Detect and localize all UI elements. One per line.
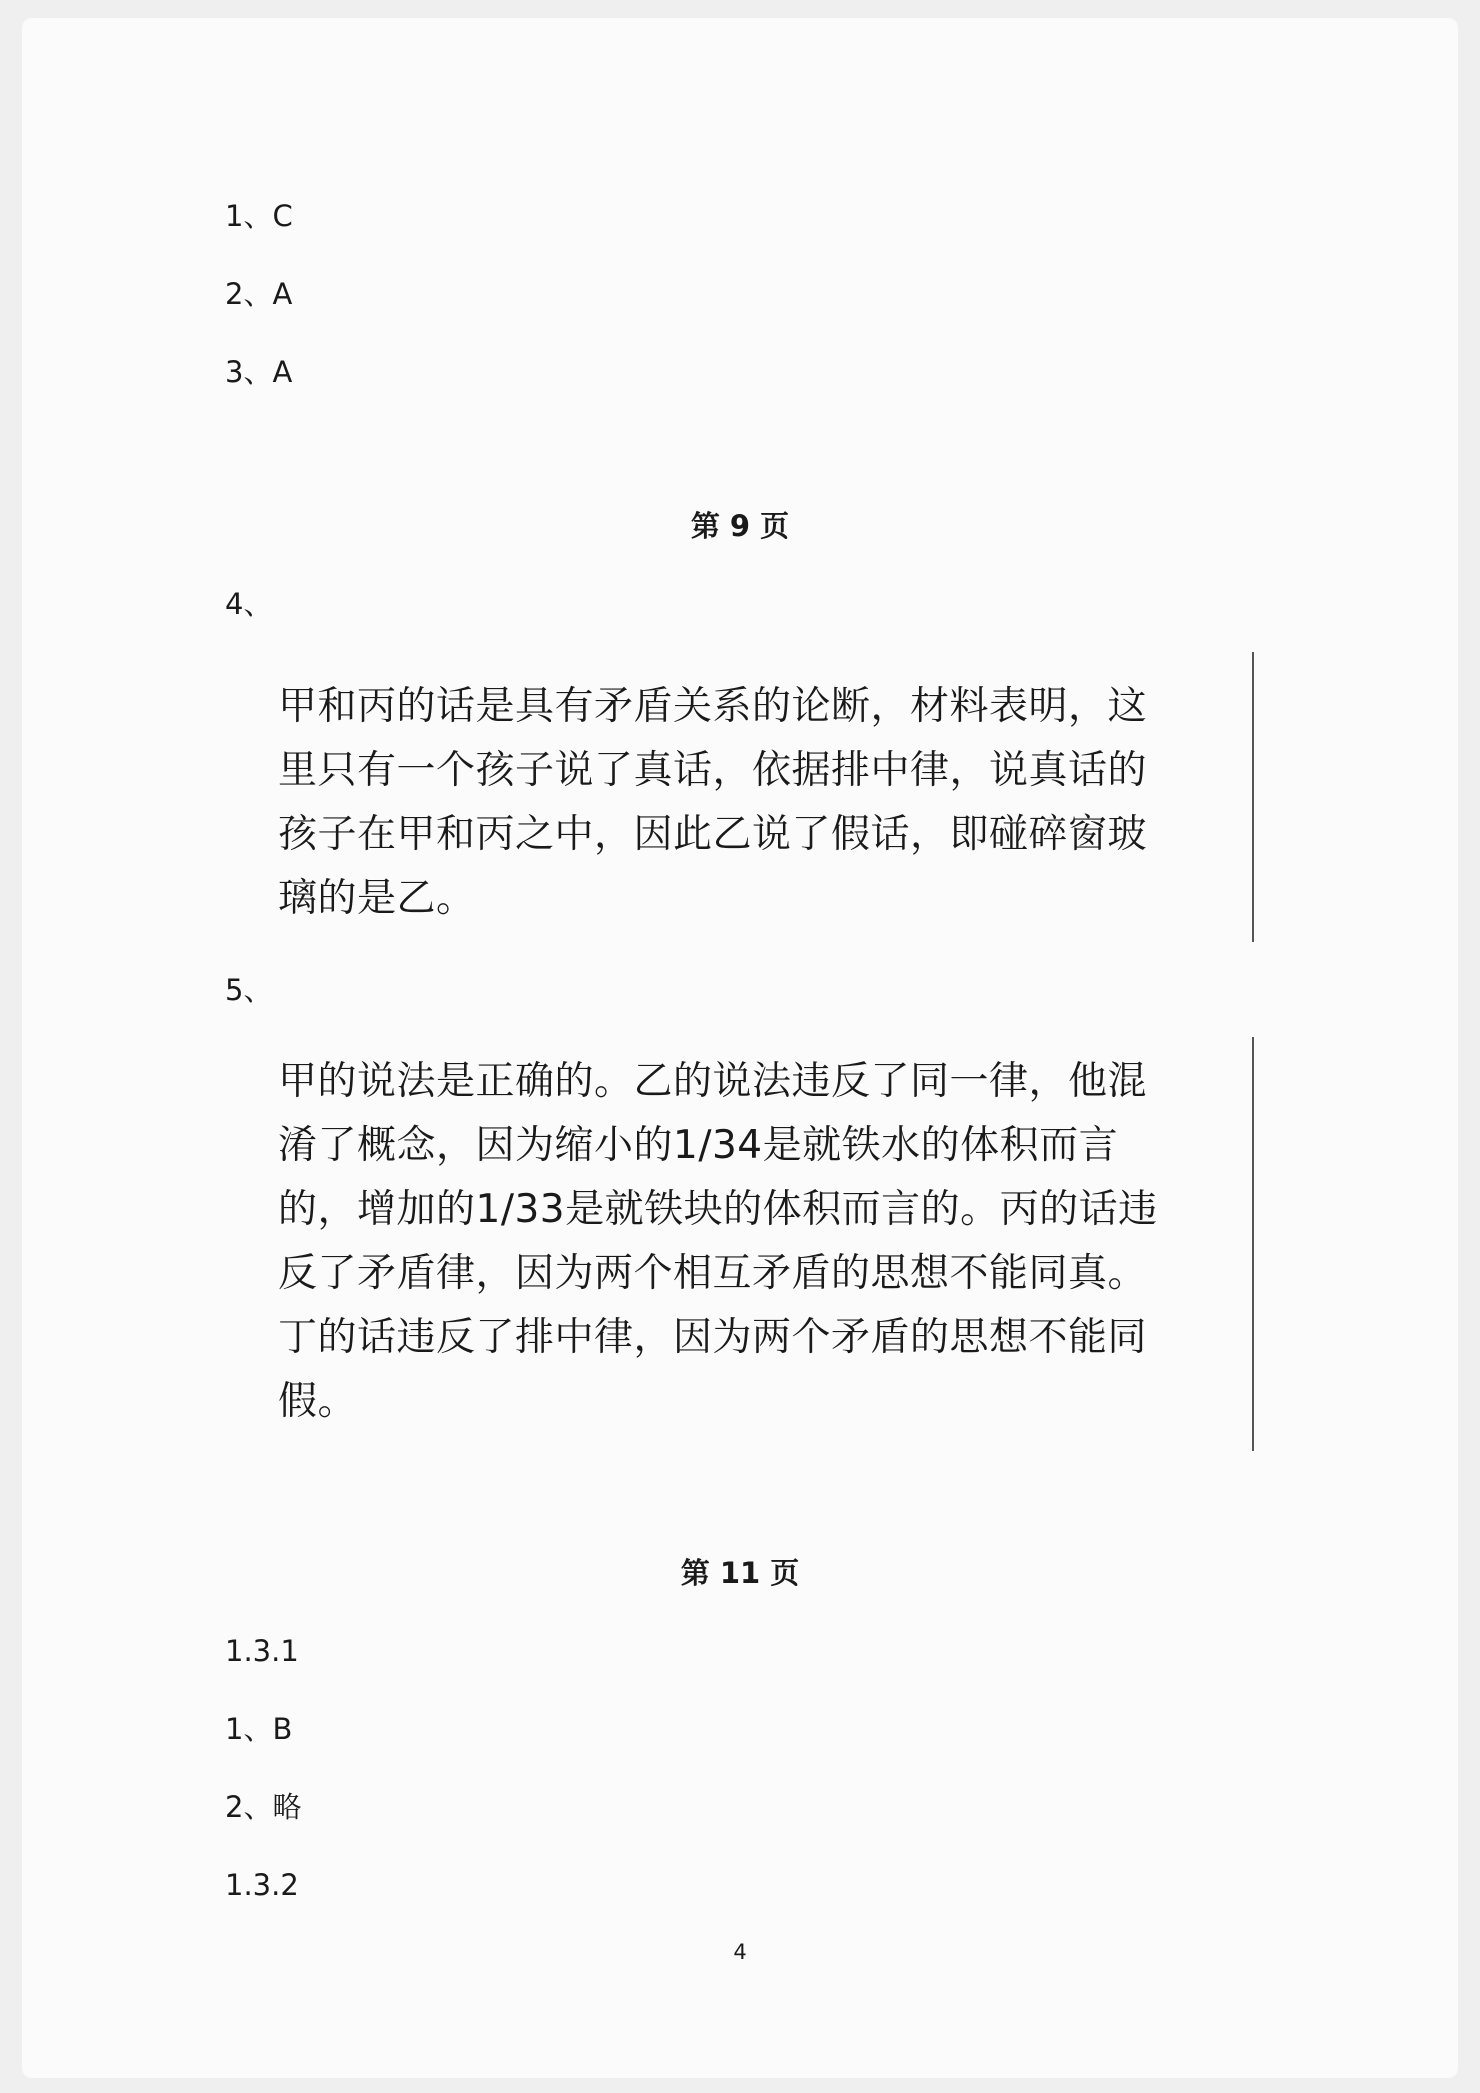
question-5-label: 5、: [225, 973, 273, 1007]
question-4-label: 4、: [225, 587, 273, 621]
page-number: 4: [733, 1940, 747, 1964]
page-heading-11: 第 11 页: [680, 1556, 800, 1590]
section-1-3-1: 1.3.1: [225, 1634, 299, 1668]
answer-line: 假。: [278, 1379, 358, 1424]
answer-line: 璃的是乙。: [278, 876, 476, 921]
answer-line: 孩子在甲和丙之中，因此乙说了假话，即碰碎窗玻: [278, 812, 1148, 857]
answer-line: 反了矛盾律，因为两个相互矛盾的思想不能同真。: [278, 1251, 1148, 1296]
quote-bar: [1252, 1037, 1254, 1451]
document-page: [22, 18, 1458, 2078]
answer-line: 淆了概念，因为缩小的1/34是就铁水的体积而言: [278, 1123, 1119, 1168]
answer-line: 的，增加的1/33是就铁块的体积而言的。丙的话违: [278, 1187, 1158, 1232]
answer-1b: 1、B: [225, 1712, 293, 1746]
section-1-3-2: 1.3.2: [225, 1868, 299, 1902]
answer-line: 里只有一个孩子说了真话，依据排中律，说真话的: [278, 748, 1148, 793]
answer-1: 1、C: [225, 199, 293, 233]
page-heading-9: 第 9 页: [690, 509, 790, 543]
answer-2: 2、A: [225, 277, 293, 311]
answer-line: 甲的说法是正确的。乙的说法违反了同一律，他混: [278, 1059, 1148, 1104]
quote-bar: [1252, 652, 1254, 942]
answer-2b: 2、略: [225, 1790, 302, 1824]
answer-line: 甲和丙的话是具有矛盾关系的论断，材料表明，这: [278, 684, 1148, 729]
question-4-answer: [278, 675, 1178, 931]
question-5-answer: [278, 1050, 1178, 1434]
answer-3: 3、A: [225, 355, 293, 389]
answer-line: 丁的话违反了排中律，因为两个矛盾的思想不能同: [278, 1315, 1148, 1360]
